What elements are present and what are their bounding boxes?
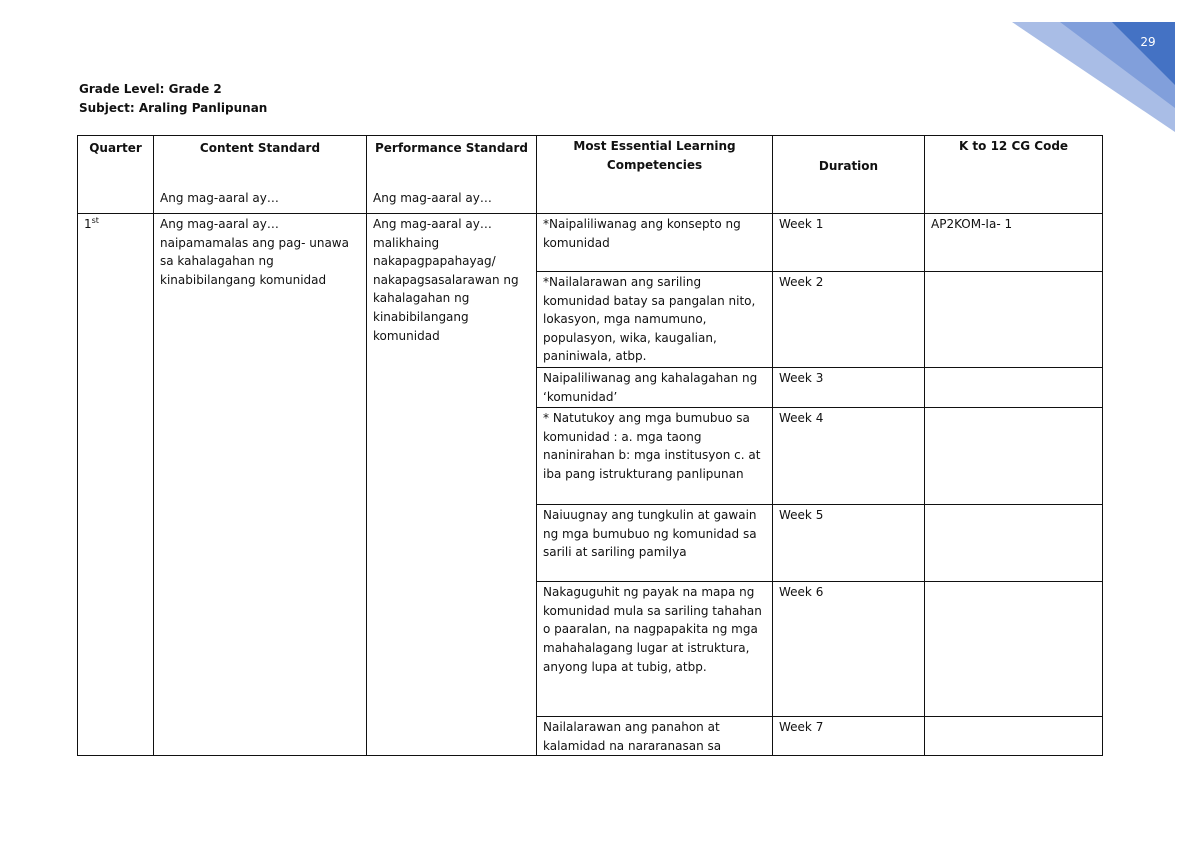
competency-cell: *Naipaliliwanag ang konsepto ng komunidad bbox=[537, 214, 773, 272]
melc-table bbox=[77, 135, 1103, 756]
cg-code-cell bbox=[925, 368, 1103, 408]
duration-cell: Week 2 bbox=[773, 272, 925, 368]
content-standard-cell: Ang mag-aaral ay… naipamamalas ang pag- unawa sa kahalagahan ng kinabibilangang komunidad bbox=[154, 214, 367, 756]
performance-standard-cell: Ang mag-aaral ay… malikhaing nakapagpapahayag/ nakapagsasalarawan ng kahalagahan ng kinabibilangang komunidad bbox=[367, 214, 537, 756]
competency-cell: Nailalarawan ang panahon at kalamidad na nararanasan sa bbox=[537, 717, 773, 756]
cg-code-cell bbox=[925, 408, 1103, 505]
duration-cell: Week 6 bbox=[773, 582, 925, 717]
duration-cell: Week 4 bbox=[773, 408, 925, 505]
performance-standard-header: Performance Standard Ang mag-aaral ay… bbox=[367, 136, 537, 214]
cg-code-cell bbox=[925, 582, 1103, 717]
duration-cell: Week 5 bbox=[773, 505, 925, 582]
duration-header: Duration bbox=[773, 136, 925, 214]
cg-code-cell bbox=[925, 505, 1103, 582]
page-number: 29 bbox=[1140, 35, 1156, 49]
competency-cell: Nakaguguhit ng payak na mapa ng komunidad mula sa sariling tahahan o paaralan, na nagpapakita ng mga mahahalagang lugar at istruktura, anyong lupa at tubig, atbp. bbox=[537, 582, 773, 717]
competency-cell: * Natutukoy ang mga bumubuo sa komunidad : a. mga taong naninirahan b: mga institusyon c. at iba pang istrukturang panlipunan bbox=[537, 408, 773, 505]
competency-cell: Naipaliliwanag ang kahalagahan ng ‘komunidad’ bbox=[537, 368, 773, 408]
competency-cell: *Nailalarawan ang sariling komunidad batay sa pangalan nito, lokasyon, mga namumuno, populasyon, wika, kaugalian, paniniwala, atbp. bbox=[537, 272, 773, 368]
content-standard-header: Content Standard Ang mag-aaral ay… bbox=[154, 136, 367, 214]
grade-level: Grade Level: Grade 2 bbox=[79, 82, 222, 96]
duration-cell: Week 3 bbox=[773, 368, 925, 408]
table-header-row bbox=[78, 136, 1103, 214]
corner-decoration bbox=[1000, 0, 1200, 140]
cg-code-header: K to 12 CG Code bbox=[925, 136, 1103, 214]
quarter-cell: 1st bbox=[78, 214, 154, 756]
subject: Subject: Araling Panlipunan bbox=[79, 101, 268, 115]
duration-cell: Week 7 bbox=[773, 717, 925, 756]
competency-cell: Naiuugnay ang tungkulin at gawain ng mga bumubuo ng komunidad sa sarili at sariling pamilya bbox=[537, 505, 773, 582]
table-row bbox=[78, 214, 1103, 272]
cg-code-cell: AP2KOM-Ia- 1 bbox=[925, 214, 1103, 272]
duration-cell: Week 1 bbox=[773, 214, 925, 272]
document-header bbox=[79, 80, 267, 118]
quarter-header: Quarter bbox=[78, 136, 154, 214]
melc-header: Most Essential Learning Competencies bbox=[537, 136, 773, 214]
cg-code-cell bbox=[925, 717, 1103, 756]
cg-code-cell bbox=[925, 272, 1103, 368]
